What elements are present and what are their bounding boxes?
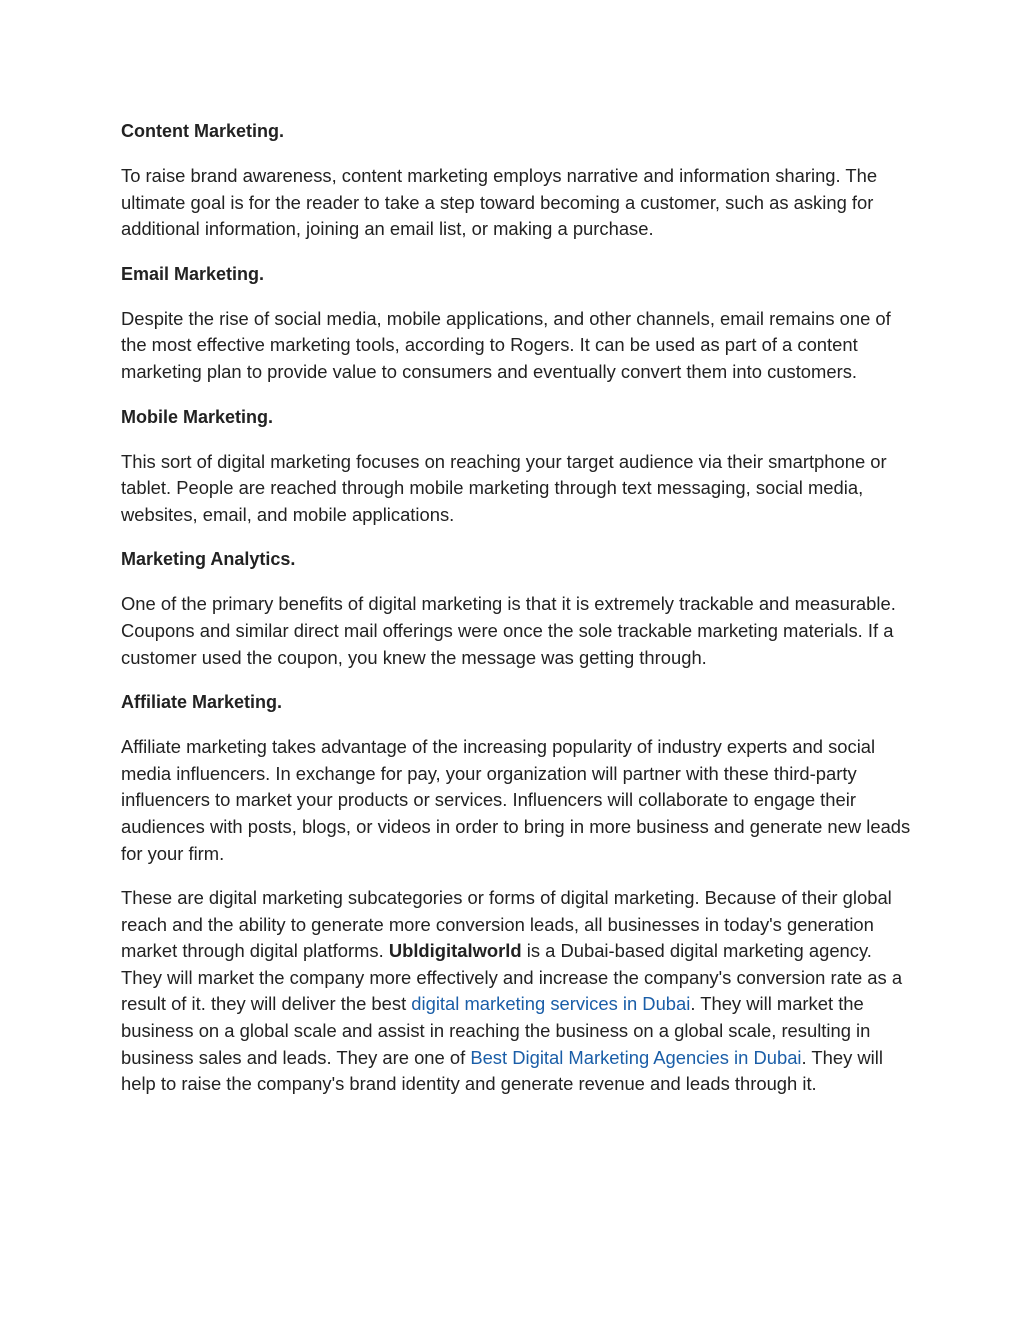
section-body-affiliate-marketing: Affiliate marketing takes advantage of the increasing popularity of industry experts and social media influencers. In exchange for pay, your organization will partner with these third-party influencers to market your products or services. Influencers will collaborate to engage their audiences with posts, blogs, or videos in order to bring in more business and generate new leads for your firm. — [121, 736, 911, 864]
section-body-marketing-analytics: One of the primary benefits of digital marketing is that it is extremely trackable and measurable. Coupons and similar direct mail offerings were once the sole trackable marketing materials. If a customer used the coupon, you knew the message was getting through. — [121, 593, 896, 668]
section-heading-mobile-marketing: Mobile Marketing. — [121, 406, 274, 427]
section-body-content-marketing: To raise brand awareness, content marketing employs narrative and information sharing. The ultimate goal is for the reader to take a step toward becoming a customer, such as asking for additional information, joining an email list, or making a purchase. — [121, 165, 878, 240]
section-heading-email-marketing: Email Marketing. — [121, 263, 265, 284]
digital-marketing-services-link[interactable]: digital marketing services in Dubai — [411, 993, 691, 1015]
closing-text-part2: is a Dubai-based digital marketing agency. They will market the company more effectively and increase the company's conversion rate as a result of it. they will deliver the best — [121, 940, 903, 1015]
section-heading-content-marketing: Content Marketing. — [121, 121, 285, 141]
closing-text-part1: These are digital marketing subcategories or forms of digital marketing. Because of their global reach and the ability to generate more conversion leads, all businesses in today's generation market through digital platforms. — [121, 887, 892, 962]
brand-name: Ubldigitalworld — [388, 940, 522, 962]
best-agencies-link[interactable]: Best Digital Marketing Agencies in Dubai — [470, 1046, 802, 1068]
section-body-email-marketing: Despite the rise of social media, mobile applications, and other channels, email remains one of the most effective marketing tools, according to Rogers. It can be used as part of a content marketing plan to provide value to consumers and eventually convert them into customers. — [121, 307, 891, 382]
closing-paragraph — [121, 885, 911, 1098]
section-heading-affiliate-marketing: Affiliate Marketing. — [121, 692, 283, 713]
section-body-mobile-marketing: This sort of digital marketing focuses on reaching your target audience via their smartphone or tablet. People are reached through mobile marketing through text messaging, social media, websites, email, and mobile applications. — [121, 450, 887, 525]
closing-text-part3: . They will market the business on a global scale and assist in reaching the business on a global scale, resulting in business sales and leads. They are one of — [121, 993, 871, 1068]
section-heading-marketing-analytics: Marketing Analytics. — [121, 549, 296, 570]
closing-text-part4: . They will help to raise the company's brand identity and generate revenue and leads through it. — [121, 1046, 883, 1095]
document-page — [121, 118, 911, 1116]
